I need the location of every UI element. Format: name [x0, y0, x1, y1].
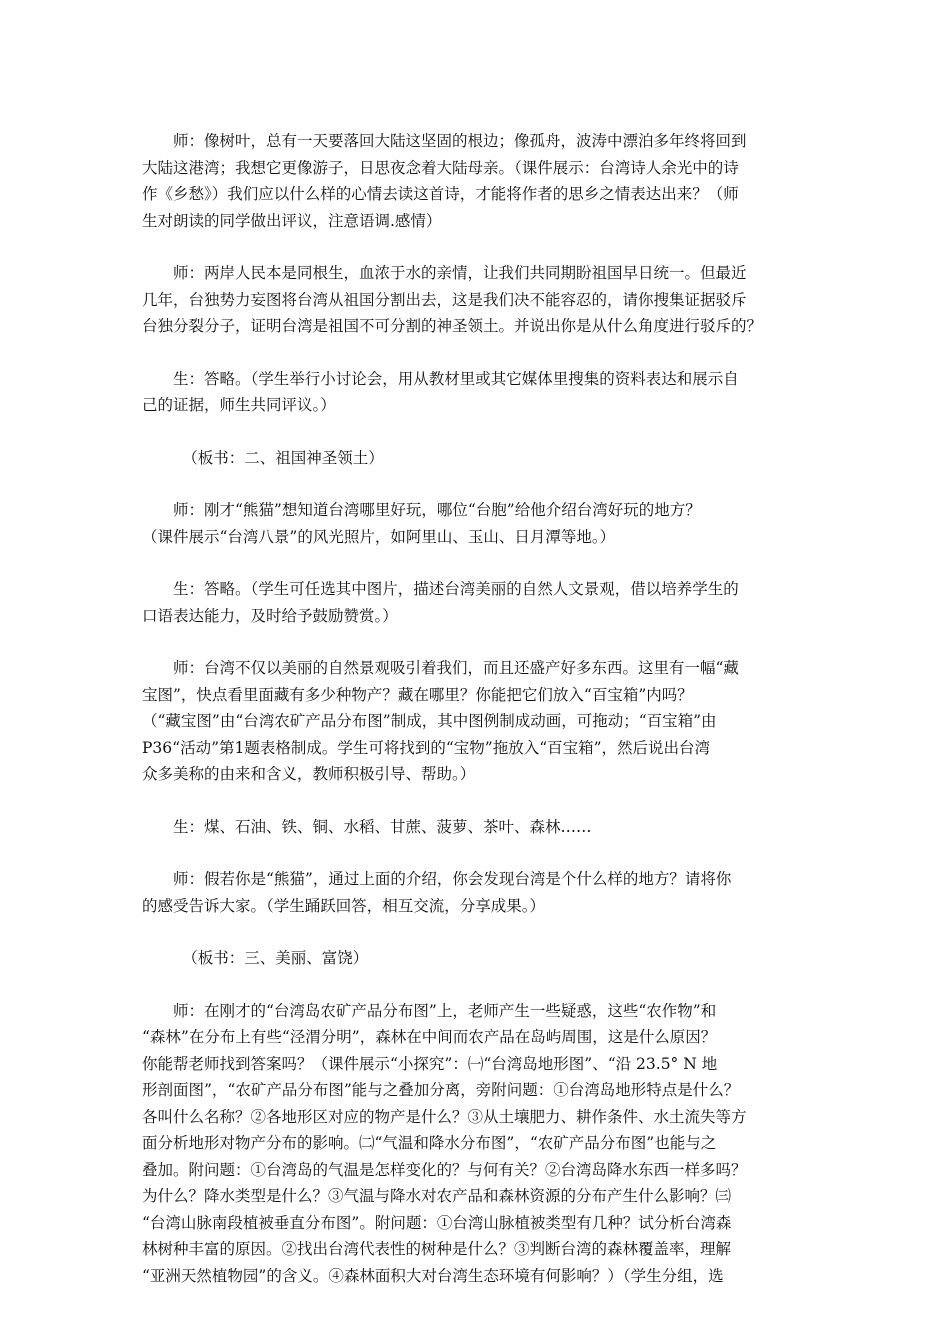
paragraph-teacher-exploration [142, 998, 810, 1290]
paragraph-board-note-2 [142, 445, 810, 472]
text-line: 生对朗读的同学做出评议，注意语调.感情） [142, 211, 442, 230]
text-line: “亚洲天然植物园”的含义。④森林面积大对台湾生态环境有何影响？）（学生分组，选 [142, 1266, 724, 1285]
text-line: “森林”在分布上有些“泾渭分明”，森林在中间而农产品在岛屿周围，这是什么原因？ [142, 1028, 717, 1046]
text-line: 师：假若你是“熊猫”，通过上面的介绍，你会发现台湾是个什么样的地方？请将你 [173, 870, 732, 888]
text-line: 你能帮老师找到答案吗？（课件展示“小探究”：㈠“台湾岛地形图”、“沿 23.5° N 地 [142, 1054, 718, 1073]
text-line: 的感受告诉大家。（学生踊跃回答，相互交流，分享成果。） [142, 896, 546, 915]
paragraph-teacher-impression [142, 866, 810, 919]
text-line: 师：台湾不仅以美丽的自然景观吸引着我们，而且还盛产好多东西。这里有一幅“藏 [173, 659, 739, 677]
text-line: 生：煤、石油、铁、铜、水稻、甘蔗、菠萝、茶叶、森林…… [173, 817, 592, 836]
text-line: （“藏宝图”由“台湾农矿产品分布图”制成，其中图例制成动画，可拖动；“百宝箱”由 [142, 712, 717, 730]
text-line: 师：两岸人民本是同根生，血浓于水的亲情，让我们共同期盼祖国早日统一。但最近 [173, 264, 747, 282]
text-line: （板书：三、美丽、富饶） [182, 949, 369, 967]
text-line: 师：像树叶，总有一天要落回大陆这坚固的根边；像孤舟，波涛中漂泊多年终将回到 [173, 132, 747, 150]
text-line: 形剖面图”，“农矿产品分布图”能与之叠加分离，旁附问题：①台湾岛地形特点是什么？ [142, 1081, 740, 1099]
text-line: 众多美称的由来和含义，教师积极引导、帮助。） [142, 765, 476, 783]
paragraph-student-answer-1 [142, 366, 810, 419]
text-line: 作《乡愁》）我们应以什么样的心情去读这首诗，才能将作者的思乡之情表达出来？（师 [142, 185, 739, 203]
text-line: 几年，台独势力妄图将台湾从祖国分割出去，这是我们决不能容忍的，请你搜集证据驳斥 [142, 290, 747, 309]
text-line: 为什么？降水类型是什么？③气温与降水对农产品和森林资源的分布产生什么影响？㈢ [142, 1187, 732, 1205]
text-line: 叠加。附问题：①台湾岛的气温是怎样变化的？与何有关？②台湾岛降水东西一样多吗？ [142, 1160, 747, 1179]
paragraph-teacher-homesick [142, 128, 810, 234]
text-line: 台独分裂分子，证明台湾是祖国不可分割的神圣领土。并说出你是从什么角度进行驳斥的？ [142, 317, 763, 335]
text-line: 口语表达能力，及时给予鼓励赞赏。） [142, 606, 398, 625]
text-line: 师：在刚才的“台湾岛农矿产品分布图”上，老师产生一些疑惑，这些“农作物”和 [173, 1001, 717, 1020]
text-line: 己的证据，师生共同评议。） [142, 396, 336, 414]
text-line: 宝图”，快点看里面藏有多少种物产？藏在哪里？你能把它们放入“百宝箱”内吗？ [142, 685, 693, 704]
text-line: 大陆这港湾；我想它更像游子，日思夜念着大陆母亲。（课件展示：台湾诗人余光中的诗 [142, 158, 739, 177]
paragraph-student-products [142, 814, 810, 841]
text-line: 林树种丰富的原因。②找出台湾代表性的树种是什么？③判断台湾的森林覆盖率，理解 [142, 1240, 732, 1258]
paragraph-board-note-3 [142, 945, 810, 972]
document-body [142, 128, 810, 1315]
text-line: “台湾山脉南段植被垂直分布图”。附问题：①台湾山脉植被类型有几种？试分析台湾森 [142, 1213, 732, 1232]
paragraph-student-answer-2 [142, 576, 810, 629]
text-line: 生：答略。（学生可任选其中图片，描述台湾美丽的自然人文景观，借以培养学生的 [173, 580, 739, 598]
text-line: （板书：二、祖国神圣领土） [182, 448, 384, 467]
text-line: （课件展示“台湾八景”的风光照片，如阿里山、玉山、日月潭等地。） [142, 527, 616, 546]
paragraph-teacher-territory [142, 260, 810, 340]
text-line: 师：刚才“熊猫”想知道台湾哪里好玩，哪位“台胞”给他介绍台湾好玩的地方？ [173, 501, 701, 519]
paragraph-teacher-treasure-map [142, 655, 810, 788]
text-line: 生：答略。（学生举行小讨论会，用从教材里或其它媒体里搜集的资料表达和展示自 [173, 369, 739, 388]
text-line: 面分析地形对物产分布的影响。㈡“气温和降水分布图”，“农矿产品分布图”也能与之 [142, 1134, 717, 1152]
text-line: 各叫什么名称？②各地形区对应的物产是什么？③从土壤肥力、耕作条件、水土流失等方 [142, 1107, 747, 1126]
text-line: P36“活动”第1题表格制成。学生可将找到的“宝物”拖放入“百宝箱”，然后说出台湾 [142, 738, 711, 757]
paragraph-teacher-scenery [142, 497, 810, 550]
